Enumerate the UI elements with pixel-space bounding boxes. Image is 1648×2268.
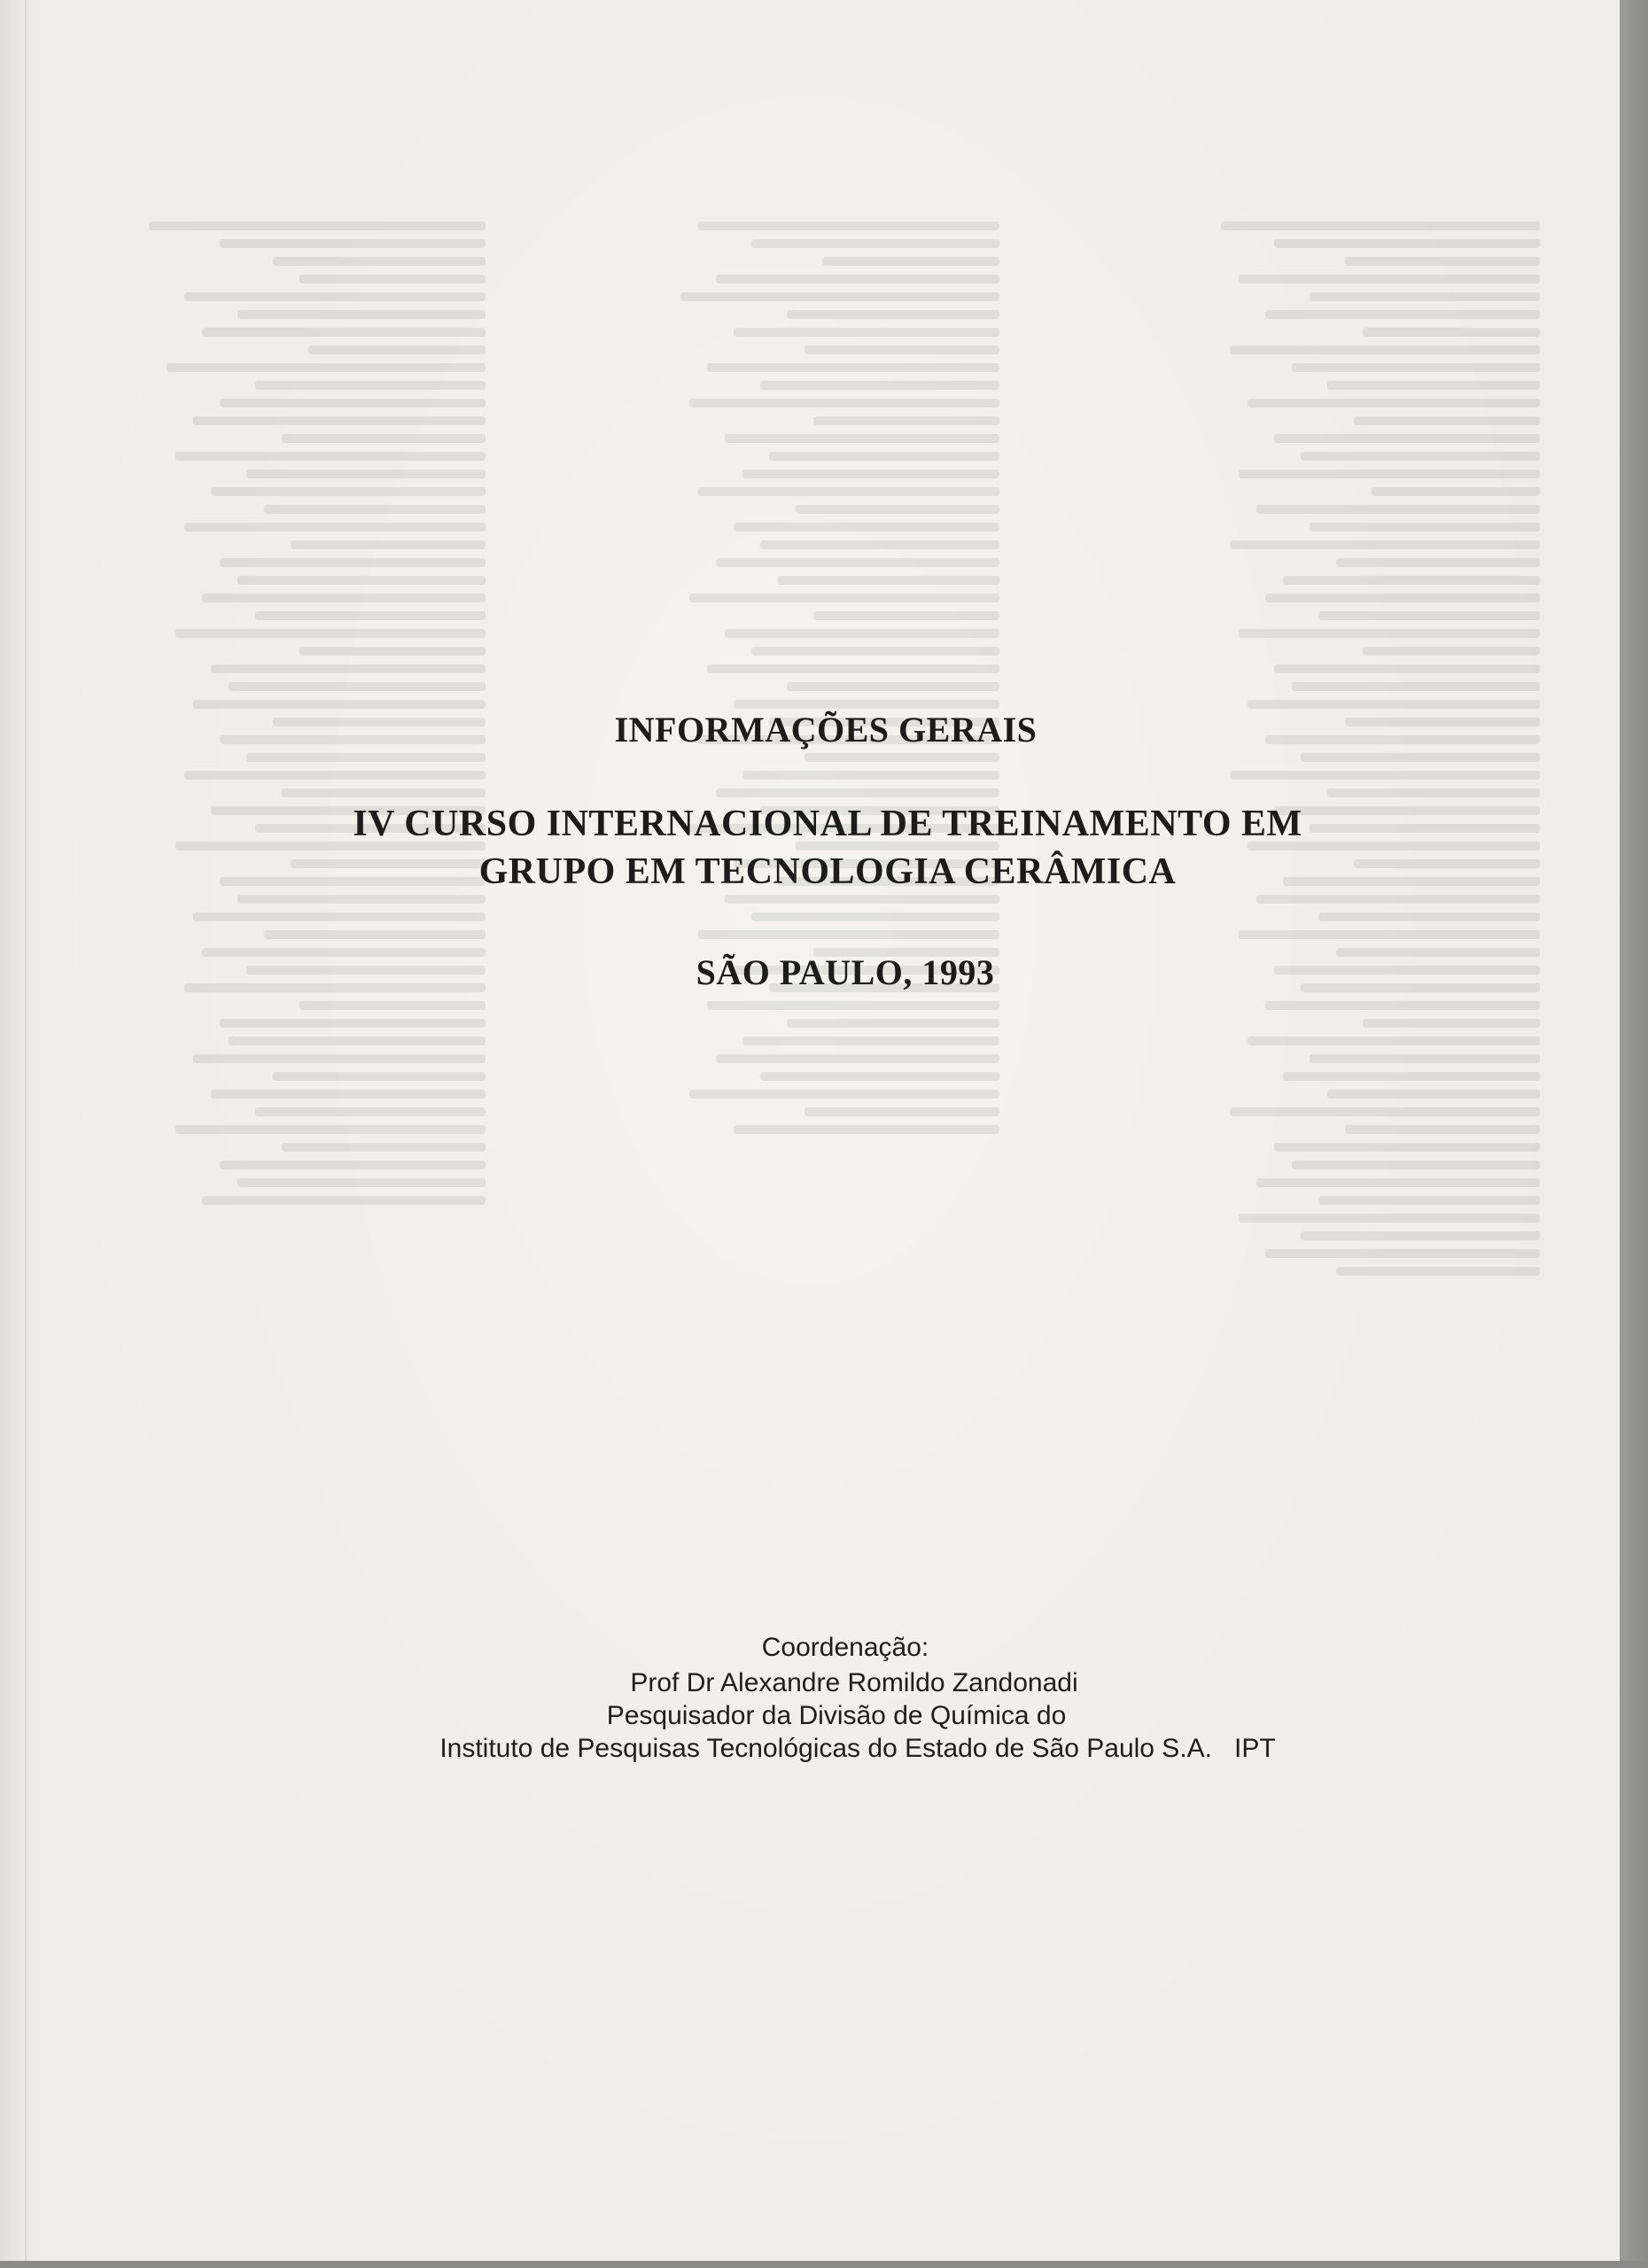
coordinator-name: Prof Dr Alexandre Romildo Zandonadi — [630, 1668, 1078, 1697]
place-year: SÃO PAULO, 1993 — [696, 952, 995, 992]
coordinator-role: Pesquisador da Divisão de Química do — [606, 1701, 1067, 1730]
coordination-label: Coordenação: — [761, 1633, 929, 1662]
course-title-line-2: GRUPO EM TECNOLOGIA CERÂMICA — [478, 851, 1177, 892]
coordinator-institution: Instituto de Pesquisas Tecnológicas do Estado de São Paulo S.A. IPT — [439, 1734, 1276, 1763]
course-title-line-1: IV CURSO INTERNACIONAL DE TREINAMENTO EM — [353, 804, 1302, 844]
scan-background-right — [1620, 0, 1648, 2268]
section-title: INFORMAÇÕES GERAIS — [614, 710, 1038, 750]
scan-background-bottom — [0, 2261, 1648, 2268]
